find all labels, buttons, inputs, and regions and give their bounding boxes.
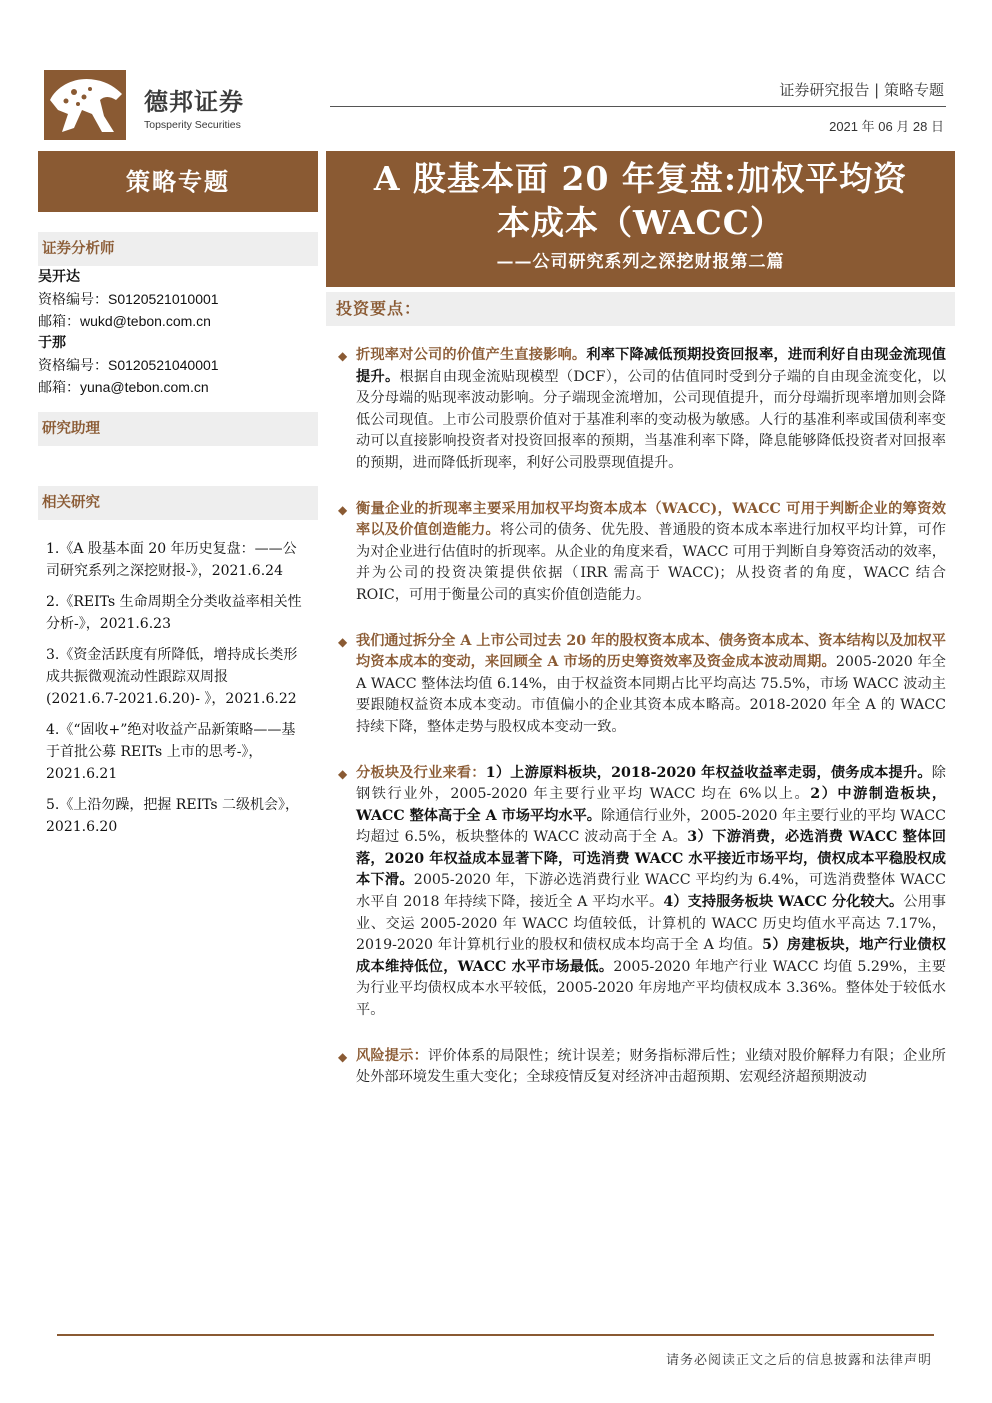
- diamond-bullet-icon: ◆: [338, 1049, 348, 1064]
- diamond-bullet-icon: ◆: [338, 502, 348, 517]
- key-points: [336, 345, 946, 1089]
- report-title-line2: 本成本（WACC）: [496, 203, 785, 242]
- analyst-name: 于那: [38, 335, 66, 351]
- key-point-highlight: 我们通过拆分全 A 上市公司过去 20 年的股权资本成本、债务资本成本、资本结构以及加权平均资本成本的变动，来回顾全 A 市场的历史筹资效率及资金成本波动周期。: [356, 632, 946, 671]
- sector-upstream-text: 除钢铁行业外，2005-2020 年主要行业平均 WACC 均在 6%以上。: [356, 764, 946, 803]
- report-date: 2021 年 06 月 28 日: [829, 119, 944, 134]
- related-research-item[interactable]: 5.《上沿勿躁，把握 REITs 二级机会》，2021.6.20: [46, 797, 300, 835]
- diamond-bullet-icon: ◆: [338, 634, 348, 649]
- key-point-bold: 利率下降减低预期投资回报率，进而利好自由现金流现值提升。: [356, 347, 946, 385]
- sector-realestate-bold: 5）房建板块，地产行业债权成本维持低位，WACC 水平市场最低。: [356, 937, 946, 975]
- key-points-heading: 投资要点：: [326, 292, 955, 326]
- risk-warning: [336, 1046, 946, 1089]
- report-subtitle: ——公司研究系列之深挖财报第二篇: [496, 252, 785, 272]
- analyst-name: 吴开达: [38, 269, 80, 285]
- diamond-bullet-icon: ◆: [338, 349, 348, 363]
- logo-en-text: Topsperity Securities: [144, 119, 241, 131]
- logo-wordmark: [144, 82, 244, 131]
- analyst-info: [38, 266, 318, 398]
- sidebar: [38, 151, 318, 847]
- footer-disclaimer: 请务必阅读正文之后的信息披露和法律声明: [665, 1353, 932, 1368]
- analyst-email[interactable]: 邮箱：yuna@tebon.com.cn: [38, 379, 209, 395]
- analyst-cert: 资格编号：S0120521040001: [38, 357, 219, 373]
- key-point: [336, 345, 946, 475]
- key-point-body: 将公司的债务、优先股、普通股的资本成本率进行加权平均计算，可作为对企业进行估值时的折现率。从企业的角度来看，WACC 可用于判断自身筹资活动的效率，并为公司的投资决策提供依据（IRR 需高于 WACC)；从投资者的角度，WACC 结合 ROIC，可用于衡量公司的真实价值创造能力。: [356, 522, 946, 603]
- sector-consumer-text: 2005-2020 年，下游必选消费行业 WACC 平均约为 6.4%，可选消费整体 WACC 水平自 2018 年持续下降，接近全 A 平均水平。: [356, 872, 946, 911]
- analyst-cert: 资格编号：S0120521010001: [38, 291, 219, 307]
- risk-warning-label: 风险提示：: [356, 1047, 428, 1064]
- sector-midstream-bold: 2）中游制造板块，WACC 整体高于全 A 市场平均水平。: [356, 786, 947, 824]
- sector-services-bold: 4）支持服务板块 WACC 分化较大。: [663, 894, 904, 911]
- key-point-highlight: 分板块及行业来看：: [356, 764, 486, 781]
- category-banner: 策略专题: [38, 151, 318, 212]
- related-research-heading: 相关研究: [38, 486, 318, 520]
- analyst-heading: 证券分析师: [38, 232, 318, 266]
- key-point-highlight: 折现率对公司的价值产生直接影响。: [356, 347, 587, 363]
- key-point-highlight: 衡量企业的折现率主要采用加权平均资本成本（WACC)，WACC 可用于判断企业的筹资效率以及价值创造能力。: [356, 500, 946, 539]
- related-research-item[interactable]: 2.《REITs 生命周期全分类收益率相关性分析-》，2021.6.23: [46, 594, 302, 632]
- report-title-banner: [326, 151, 955, 287]
- sector-midstream-text: 除通信行业外，2005-2020 年主要行业的平均 WACC 均超过 6.5%，板块整体的 WACC 波动高于全 A。: [356, 807, 947, 846]
- sector-services-text: 公用事业、交运 2005-2020 年 WACC 均值较低，计算机的 WACC 历史均值水平高达 7.17%，2019-2020 年计算机行业的股权和债权成本均高于全 A 均值。: [356, 894, 946, 954]
- footer-divider: [57, 1334, 934, 1336]
- header-divider: [330, 106, 946, 107]
- diamond-bullet-icon: ◆: [338, 766, 348, 781]
- key-point-body: 2005-2020 年全 A WACC 整体法均值 6.14%，由于权益资本同期占比平均高达 75.5%，市场 WACC 波动主要跟随权益资本成本变动。市值偏小的企业其资本成本略高。2018-2020 年全 A 的 WACC 持续下降，整体走势与股权成本变动一致。: [356, 654, 946, 735]
- sector-realestate-text: 2005-2020 年地产行业 WACC 均值 5.29%，主要为行业平均债权成本水平较低，2005-2020 年房地产平均债权成本 3.36%。整体处于较低水平。: [356, 958, 947, 1019]
- sector-upstream-bold: 1）上游原料板块，2018-2020 年权益收益率走弱，债务成本提升。: [485, 764, 932, 781]
- logo-cn-text: 德邦证券: [144, 88, 244, 116]
- key-point: [336, 763, 946, 1022]
- key-point: [336, 631, 946, 739]
- related-research-item[interactable]: 1.《A 股基本面 20 年历史复盘：——公司研究系列之深挖财报-》，2021.6.24: [46, 541, 297, 579]
- analyst-email[interactable]: 邮箱：wukd@tebon.com.cn: [38, 313, 211, 329]
- sector-consumer-bold: 3）下游消费，必选消费 WACC 整体回落，2020 年权益成本显著下降，可选消费 WACC 水平接近市场平均，债权成本平稳股权成本下滑。: [356, 829, 946, 889]
- key-point-body: 根据自由现金流贴现模型（DCF），公司的估值同时受到分子端的自由现金流变化，以及分母端的贴现率波动影响。分子端现金流增加，公司现值提升，而分母端折现率增加则会降低公司现值。上市公司股票价值对于基准利率的变动极为敏感。人行的基准利率或国债利率变动可以直接影响投资者对投资回报率的预期，当基准利率下降，降息能够降低投资者对回报率的预期，进而降低折现率，利好公司股票现值提升。: [356, 368, 946, 471]
- assistant-heading: 研究助理: [38, 412, 318, 446]
- related-research-item[interactable]: 3.《资金活跃度有所降低，增持成长类形成共振微观流动性跟踪双周报 (2021.6.7-2021.6.20)- 》，2021.6.22: [46, 647, 298, 707]
- related-research-list: [38, 538, 318, 838]
- risk-warning-body: 评价体系的局限性；统计误差；财务指标滞后性；业绩对股价解释力有限；企业所处外部环境发生重大变化；全球疫情反复对经济冲击超预期、宏观经济超预期波动: [356, 1047, 946, 1086]
- company-logo-icon: [44, 70, 126, 140]
- report-type: 证券研究报告 | 策略专题: [779, 81, 944, 99]
- related-research-item[interactable]: 4.《“固收+”绝对收益产品新策略——基于首批公募 REITs 上市的思考-》，2021.6.21: [46, 722, 296, 782]
- report-title-line1: A 股基本面 20 年复盘:加权平均资: [373, 159, 908, 198]
- key-point: [336, 499, 946, 607]
